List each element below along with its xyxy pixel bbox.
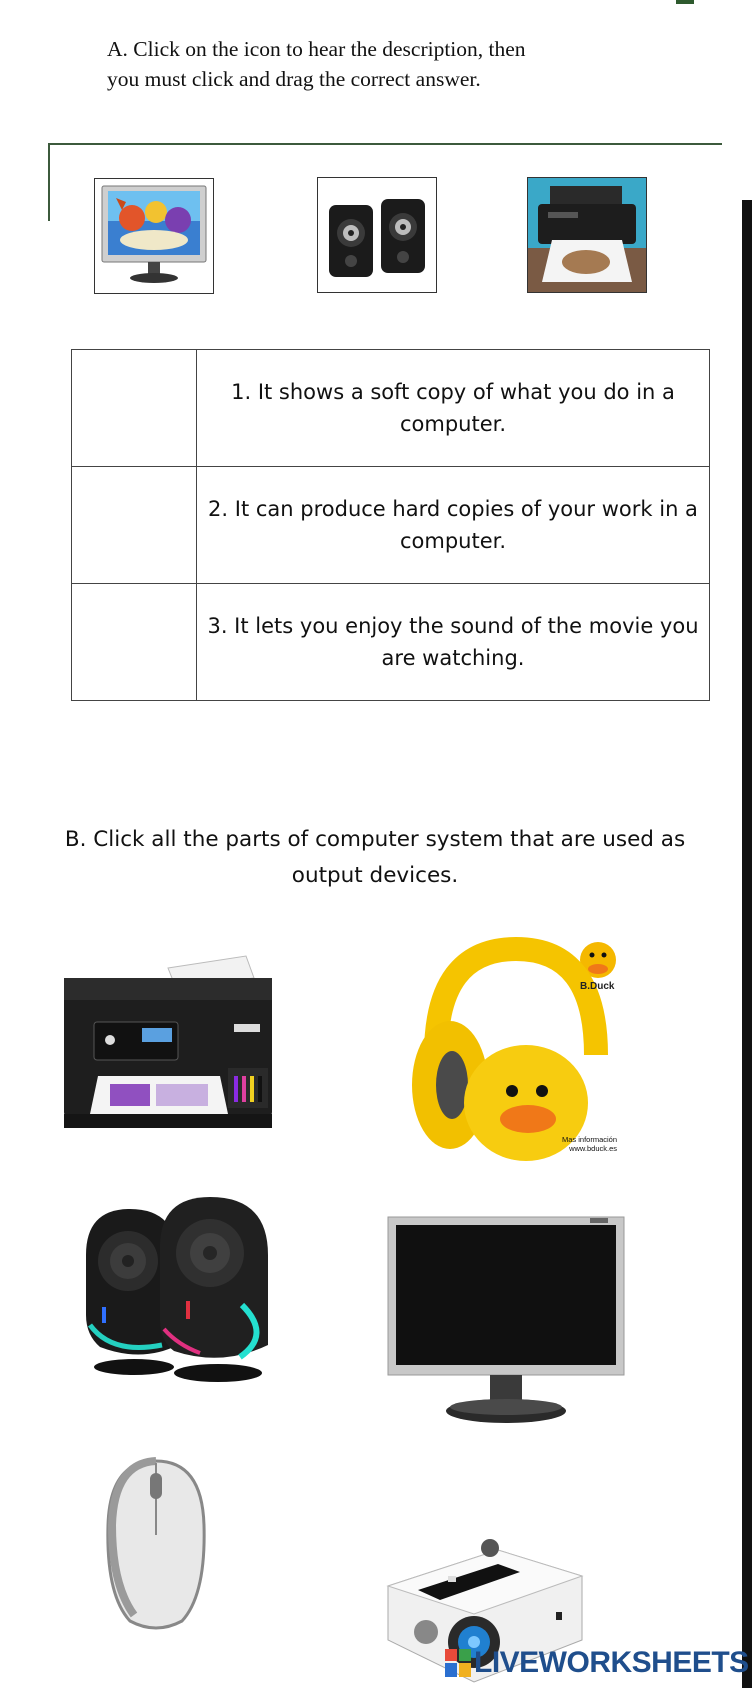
description-2-line2: computer.	[399, 529, 507, 553]
divider-line-left	[48, 143, 50, 221]
drag-option-monitor[interactable]	[94, 178, 214, 294]
section-b-instruction	[60, 822, 690, 894]
duck-headphones-icon	[408, 935, 628, 1167]
headphones-caption	[562, 1135, 617, 1153]
description-1-line2: computer.	[399, 412, 507, 436]
description-2-line1: 2. It can produce hard copies of your work in a	[208, 497, 698, 521]
duck-brand-label: B.Duck	[580, 981, 615, 992]
liveworksheets-brand	[445, 1645, 749, 1681]
rgb-speakers-icon	[82, 1195, 296, 1385]
section-b-instruction-line1: B. Click all the parts of computer system that are used as	[64, 827, 686, 852]
description-cell-3	[197, 584, 710, 701]
drop-zone-1[interactable]	[72, 350, 197, 467]
select-option-mouse[interactable]	[100, 1455, 212, 1635]
select-option-speakers[interactable]	[82, 1195, 296, 1385]
liveworksheets-wordmark: LIVEWORKSHEETS	[474, 1646, 749, 1679]
speakers-icon	[321, 181, 433, 289]
table-row	[72, 467, 710, 584]
section-a-instruction-line1: A. Click on the icon to hear the description, then	[107, 37, 526, 61]
table-row	[72, 350, 710, 467]
drop-zone-3[interactable]	[72, 584, 197, 701]
liveworksheets-logo-icon	[445, 1649, 471, 1677]
description-1-line1: 1. It shows a soft copy of what you do in a	[231, 380, 675, 404]
table-row	[72, 584, 710, 701]
corner-decoration	[676, 0, 694, 4]
description-3-line2: are watching.	[381, 646, 525, 670]
headphones-caption-line2: www.bduck.es	[569, 1144, 618, 1153]
description-3-line1: 3. It lets you enjoy the sound of the movie you	[207, 614, 699, 638]
mouse-icon	[100, 1455, 212, 1635]
select-option-headphones[interactable]	[408, 935, 628, 1167]
select-option-monitor[interactable]	[386, 1215, 626, 1430]
section-b-instruction-line2: output devices.	[291, 863, 459, 888]
section-a-instruction-line2: you must click and drag the correct answer.	[107, 67, 481, 91]
section-a-instruction	[107, 34, 667, 94]
description-cell-1	[197, 350, 710, 467]
drag-option-printer[interactable]	[527, 177, 647, 293]
printer-icon	[528, 178, 646, 292]
monitor-icon	[98, 182, 210, 290]
lcd-monitor-icon	[386, 1215, 626, 1430]
page-right-border	[742, 200, 752, 1688]
description-cell-2	[197, 467, 710, 584]
drag-option-speakers[interactable]	[317, 177, 437, 293]
headphones-caption-line1: Mas información	[562, 1135, 618, 1144]
divider-line	[48, 143, 722, 145]
matching-table	[71, 349, 710, 701]
drop-zone-2[interactable]	[72, 467, 197, 584]
select-option-printer[interactable]	[58, 948, 278, 1156]
inkjet-printer-icon	[58, 948, 278, 1156]
